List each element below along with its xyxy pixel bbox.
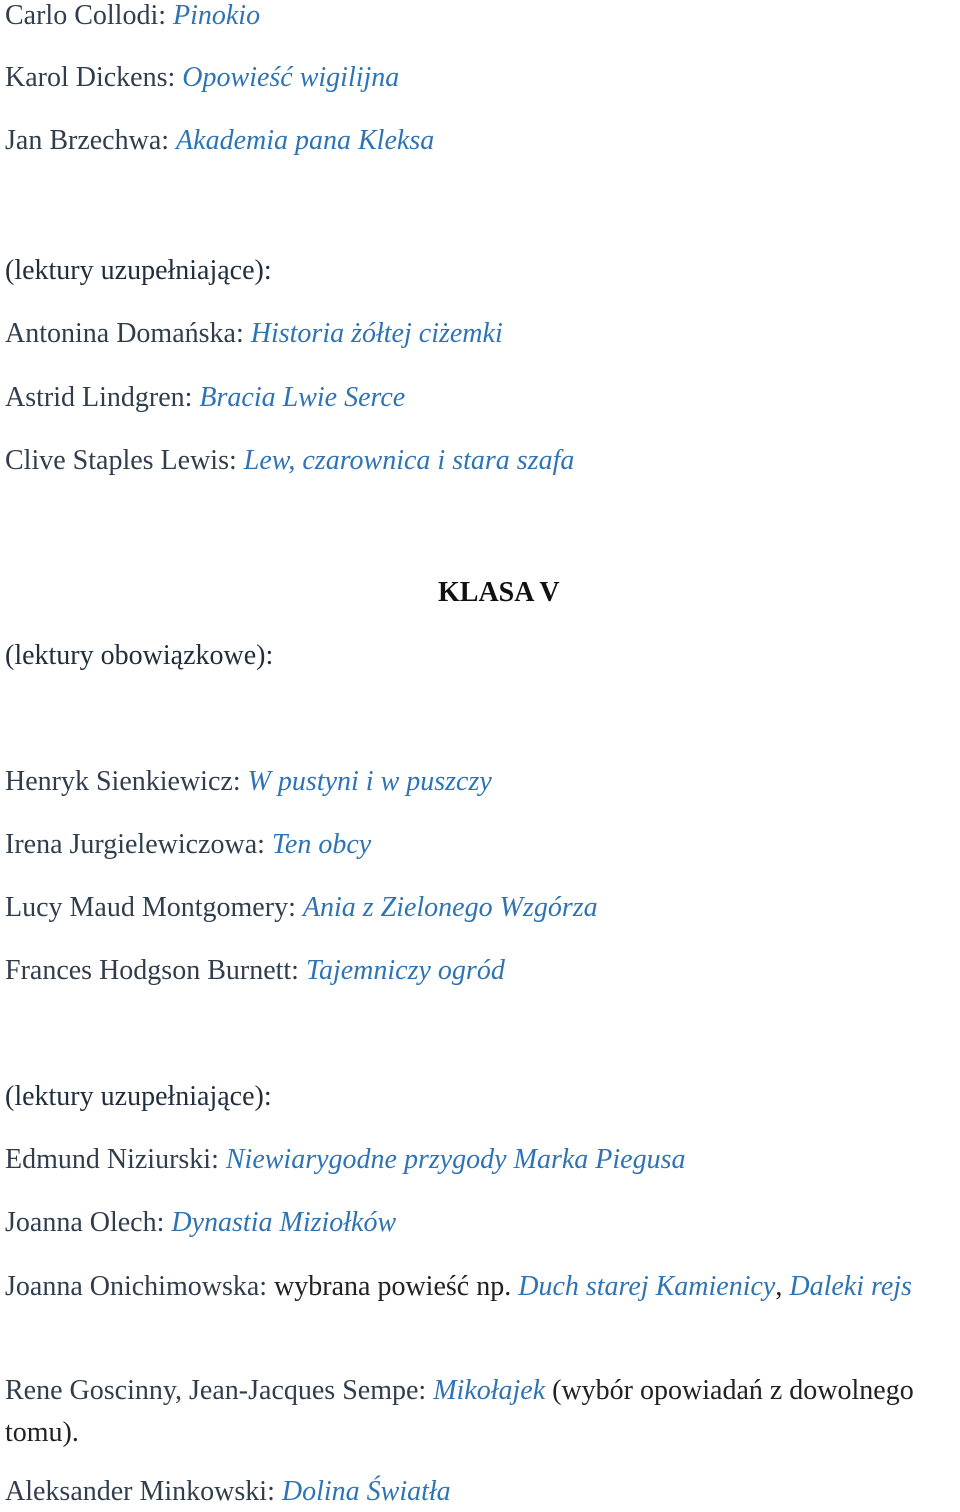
- list-item: [5, 1266, 955, 1308]
- book-title: Tajemniczy ogród: [305, 955, 505, 986]
- supplementary-section-label: (lektury uzupełniające):: [5, 255, 272, 286]
- book-title: W pustyni i w puszczy: [247, 766, 492, 797]
- book-title: Ten obcy: [271, 829, 372, 860]
- item-note: wybrana powieść np.: [274, 1271, 512, 1302]
- author-name: Antonina Domańska:: [5, 318, 244, 349]
- list-item: [5, 0, 260, 32]
- list-item: [5, 766, 492, 798]
- list-item: [5, 1144, 685, 1176]
- book-title: Dolina Światła: [281, 1476, 451, 1507]
- class-heading: KLASA V: [438, 577, 560, 608]
- list-item: [5, 892, 598, 924]
- author-name: Frances Hodgson Burnett:: [5, 955, 299, 986]
- list-item: [5, 125, 434, 157]
- list-item: [5, 955, 505, 987]
- book-title: Duch starej Kamienicy: [518, 1271, 776, 1302]
- book-title: Niewiarygodne przygody Marka Piegusa: [225, 1144, 686, 1175]
- book-title: Opowieść wigilijna: [182, 62, 400, 93]
- book-title: Daleki rejs: [789, 1271, 912, 1302]
- author-name: Carlo Collodi:: [5, 0, 166, 31]
- mandatory-section-label: (lektury obowiązkowe):: [5, 640, 274, 671]
- list-item: [5, 1370, 955, 1454]
- book-title: Akademia pana Kleksa: [176, 125, 435, 156]
- book-title: Lew, czarownica i stara szafa: [243, 445, 575, 476]
- list-item: [5, 829, 371, 861]
- author-name: Joanna Olech:: [5, 1207, 165, 1238]
- item-note: (wybór opowiadań z dowolnego tomu).: [5, 1375, 914, 1448]
- author-name: Jan Brzechwa:: [5, 125, 170, 156]
- book-title: Pinokio: [173, 0, 261, 31]
- list-item: [5, 62, 399, 94]
- list-item: [5, 1207, 396, 1239]
- book-title: Bracia Lwie Serce: [199, 382, 406, 413]
- book-title: Mikołajek: [433, 1375, 546, 1406]
- separator: ,: [775, 1271, 783, 1302]
- book-title: Ania z Zielonego Wzgórza: [302, 892, 598, 923]
- author-name: Joanna Onichimowska:: [5, 1271, 268, 1302]
- book-title: Dynastia Miziołków: [171, 1207, 397, 1238]
- list-item: [5, 382, 405, 414]
- author-name: Karol Dickens:: [5, 62, 176, 93]
- author-name: Irena Jurgielewiczowa:: [5, 829, 265, 860]
- author-name: Astrid Lindgren:: [5, 382, 193, 413]
- list-item: [5, 318, 503, 350]
- author-name: Edmund Niziurski:: [5, 1144, 219, 1175]
- author-name: Henryk Sienkiewicz:: [5, 766, 241, 797]
- book-title: Historia żółtej ciżemki: [250, 318, 503, 349]
- supplementary-section-label: (lektury uzupełniające):: [5, 1081, 272, 1112]
- list-item: [5, 1476, 451, 1508]
- list-item: [5, 445, 574, 477]
- author-name: Clive Staples Lewis:: [5, 445, 237, 476]
- author-name: Aleksander Minkowski:: [5, 1476, 275, 1507]
- author-name: Rene Goscinny, Jean-Jacques Sempe:: [5, 1375, 427, 1406]
- author-name: Lucy Maud Montgomery:: [5, 892, 296, 923]
